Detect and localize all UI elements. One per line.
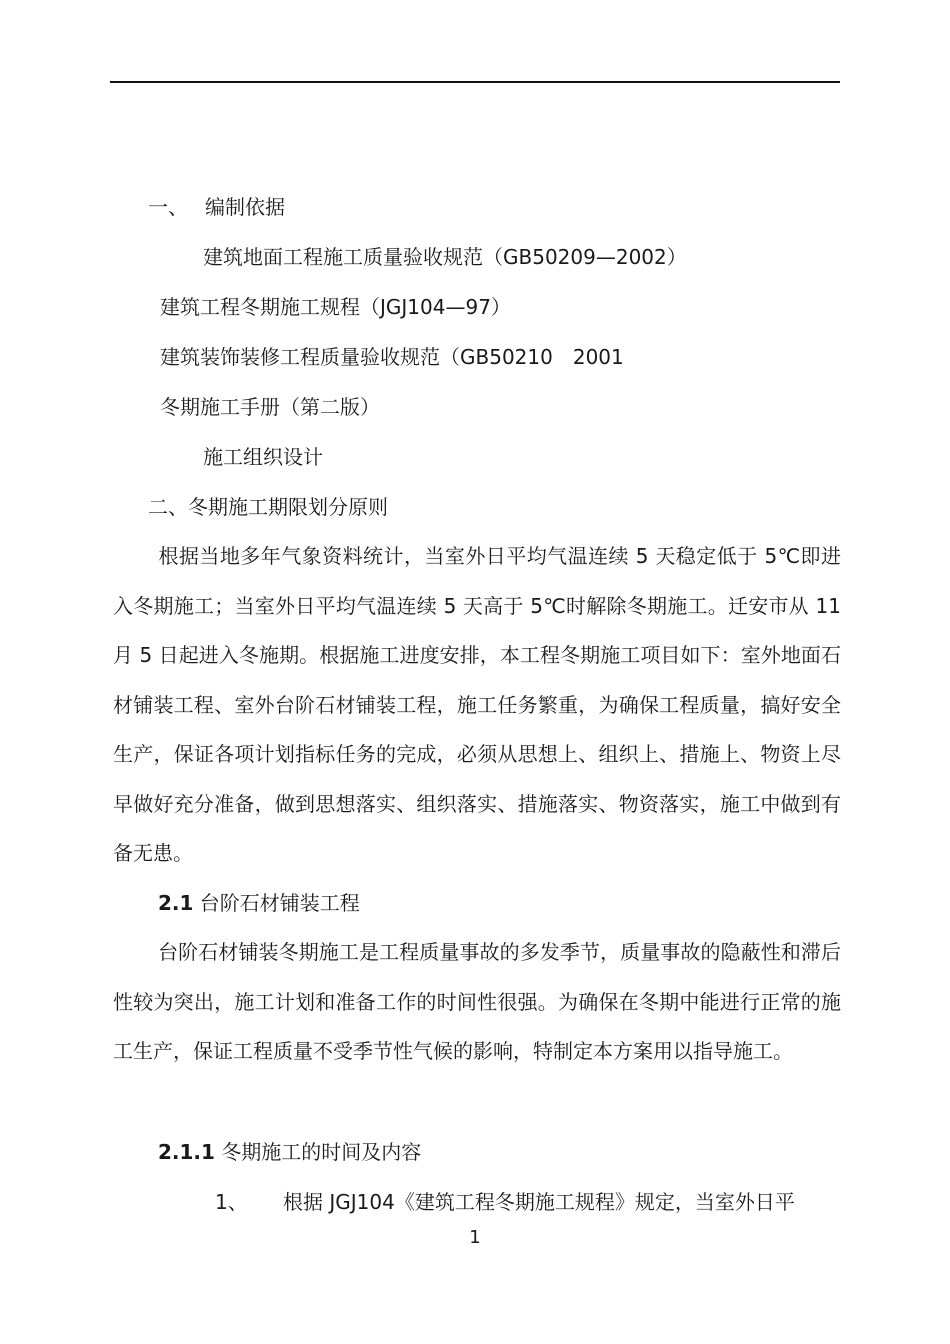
reference-item: 冬期施工手册（第二版） <box>160 395 380 419</box>
section-2-1-paragraph-text: 台阶石材铺装冬期施工是工程质量事故的多发季节，质量事故的隐蔽性和滞后性较为突出，施工计划和准备工作的时间性很强。为确保在冬期中能进行正常的施工生产，保证工程质量不受季节性气候的影响，特制定本方案用以指导施工。 <box>113 940 841 1063</box>
list-item-text: 根据 JGJ104《建筑工程冬期施工规程》规定，当室外日平 <box>283 1190 795 1214</box>
section-1-title: 编制依据 <box>205 195 285 219</box>
list-item-number: 1、 <box>215 1190 248 1214</box>
section-2-1-number: 2.1 <box>158 891 194 915</box>
section-2-1-1-title: 冬期施工的时间及内容 <box>221 1140 422 1164</box>
section-2-1-title: 台阶石材铺装工程 <box>199 891 360 915</box>
section-2-paragraph <box>113 532 841 879</box>
reference-item: 施工组织设计 <box>203 445 323 469</box>
header-rule <box>110 81 840 83</box>
reference-item: 建筑工程冬期施工规程（JGJ104—97） <box>160 295 511 319</box>
section-2-1-1-heading <box>158 1140 421 1164</box>
page-number: 1 <box>469 1227 481 1248</box>
section-2-1-1-number: 2.1.1 <box>158 1140 215 1164</box>
reference-item: 建筑装饰装修工程质量验收规范（GB50210 2001 <box>160 345 624 369</box>
section-2-title: 二、冬期施工期限划分原则 <box>148 495 388 519</box>
section-2-paragraph-text: 根据当地多年气象资料统计，当室外日平均气温连续 5 天稳定低于 5℃即进入冬期施工；当室外日平均气温连续 5 天高于 5℃时解除冬期施工。迁安市从 11 月 5 日起进入冬施期。根据施工进度安排，本工程冬期施工项目如下：室外地面石材铺装工程、室外台阶石材铺装工程，施工任务繁重，为确保工程质量，搞好安全生产，保证各项计划指标任务的完成，必须从思想上、组织上、措施上、物资上尽早做好充分准备，做到思想落实、组织落实、措施落实、物资落实，施工中做到有备无患。 <box>113 544 841 865</box>
section-2-1-paragraph <box>113 928 841 1077</box>
section-2-1-heading <box>158 891 360 915</box>
reference-item: 建筑地面工程施工质量验收规范（GB50209—2002） <box>203 245 687 269</box>
section-1-number: 一、 <box>148 195 188 219</box>
